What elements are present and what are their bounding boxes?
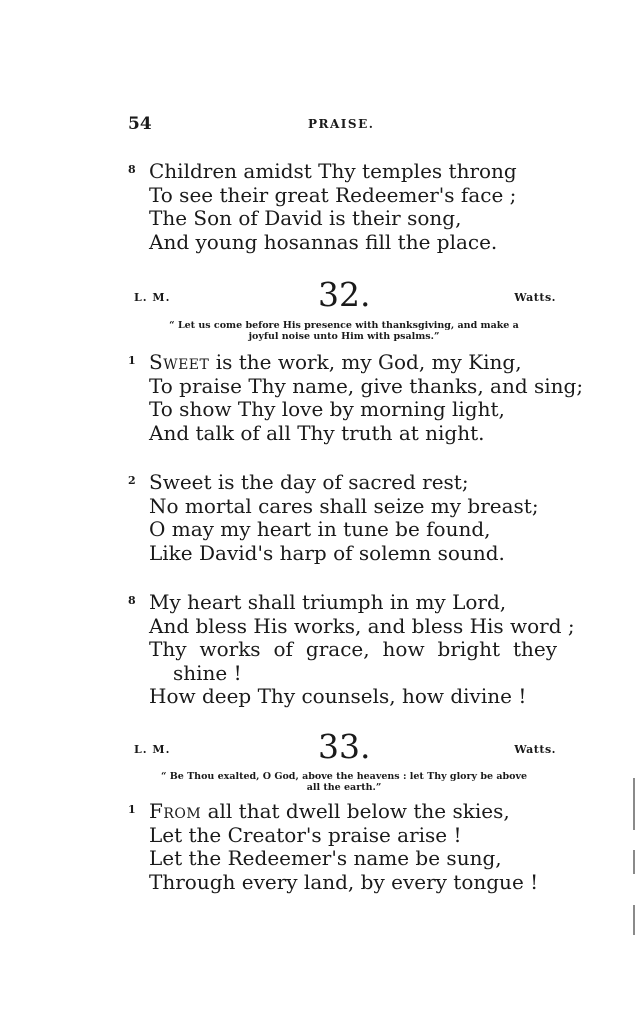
- verse-number: 8: [128, 163, 136, 176]
- verse-line: Children amidst Thy temples throng: [149, 159, 517, 183]
- verse-line: Like David's harp of solemn sound.: [149, 540, 505, 565]
- hymn-32-verse-3: [128, 590, 575, 709]
- verse-line: Let the Creator's praise arise !: [149, 822, 462, 847]
- hymn-32-verse-2: [128, 471, 568, 565]
- first-line-rest: all that dwell below the skies,: [201, 799, 510, 823]
- verse-line: The Son of David is their song,: [149, 206, 462, 230]
- scan-edge-mark: [633, 905, 635, 935]
- hymn-number: 32.: [318, 275, 371, 314]
- verse-line: To praise Thy name, give thanks, and sing;: [149, 373, 584, 398]
- verse-line: Let the Redeemer's name be sung,: [149, 846, 502, 870]
- verse-number: 2: [128, 474, 136, 487]
- word: works: [199, 637, 261, 661]
- verse-number: 1: [128, 354, 136, 367]
- word: Thy: [149, 637, 187, 661]
- verse-line: Through every land, by every tongue !: [149, 869, 539, 894]
- verse-line: [128, 351, 568, 375]
- verse-number: 1: [128, 803, 136, 816]
- first-word: From: [149, 799, 202, 823]
- word: bright: [437, 637, 500, 661]
- word: of: [273, 637, 293, 661]
- verse-line: Sweet is the day of sacred rest;: [149, 470, 469, 494]
- verse-line: O may my heart in tune be found,: [149, 517, 491, 541]
- scan-edge-mark: [633, 778, 635, 830]
- hymn-33-verse-1: [128, 800, 568, 894]
- hymn-author: Watts.: [514, 743, 556, 756]
- verse-line: And talk of all Thy truth at night.: [149, 420, 485, 445]
- verse-line: And young hosannas fill the place.: [149, 229, 498, 254]
- hymn-33-epigraph: [128, 771, 560, 793]
- verse-number: 8: [128, 594, 136, 607]
- hymn-32-header: [128, 277, 556, 317]
- verse-line: To show Thy love by morning light,: [149, 397, 505, 421]
- epigraph-line: “ Let us come before His presence with thanksgiving, and make a: [169, 320, 519, 331]
- verse-line: No mortal cares shall seize my breast;: [149, 493, 539, 518]
- verse-line: My heart shall triumph in my Lord,: [149, 590, 507, 614]
- page-number: 54: [128, 114, 152, 134]
- verse-line: And bless His works, and bless His word ;: [149, 613, 575, 638]
- verse-line: To see their great Redeemer's face ;: [149, 182, 517, 207]
- carryover-verse: [128, 160, 568, 254]
- word: how: [382, 637, 425, 661]
- hymn-32-verse-1: [128, 350, 584, 445]
- epigraph-line: “ Be Thou exalted, O God, above the heavens : let Thy glory be above: [160, 771, 528, 782]
- hymn-meter: L. M.: [134, 743, 171, 756]
- epigraph-line: joyful noise unto Him with psalms.”: [248, 331, 440, 342]
- first-line-rest: is the work, my God, my King,: [209, 350, 522, 374]
- verse-line-hanging: shine !: [173, 660, 242, 685]
- word: grace,: [305, 637, 370, 661]
- hymn-author: Watts.: [514, 291, 556, 304]
- verse-line: [128, 800, 568, 824]
- verse-line: How deep Thy counsels, how divine !: [149, 684, 527, 708]
- running-head: [128, 114, 556, 136]
- first-word: Sweet: [149, 350, 210, 374]
- hymn-meter: L. M.: [134, 291, 171, 304]
- hymn-32-epigraph: [128, 320, 560, 342]
- section-title: PRAISE.: [308, 117, 375, 131]
- hymn-33-header: [128, 729, 556, 769]
- epigraph-line: all the earth.”: [306, 782, 382, 793]
- scan-edge-mark: [633, 850, 635, 874]
- hymn-number: 33.: [318, 727, 371, 766]
- word: they: [512, 637, 557, 661]
- verse-line-justified: [128, 638, 557, 662]
